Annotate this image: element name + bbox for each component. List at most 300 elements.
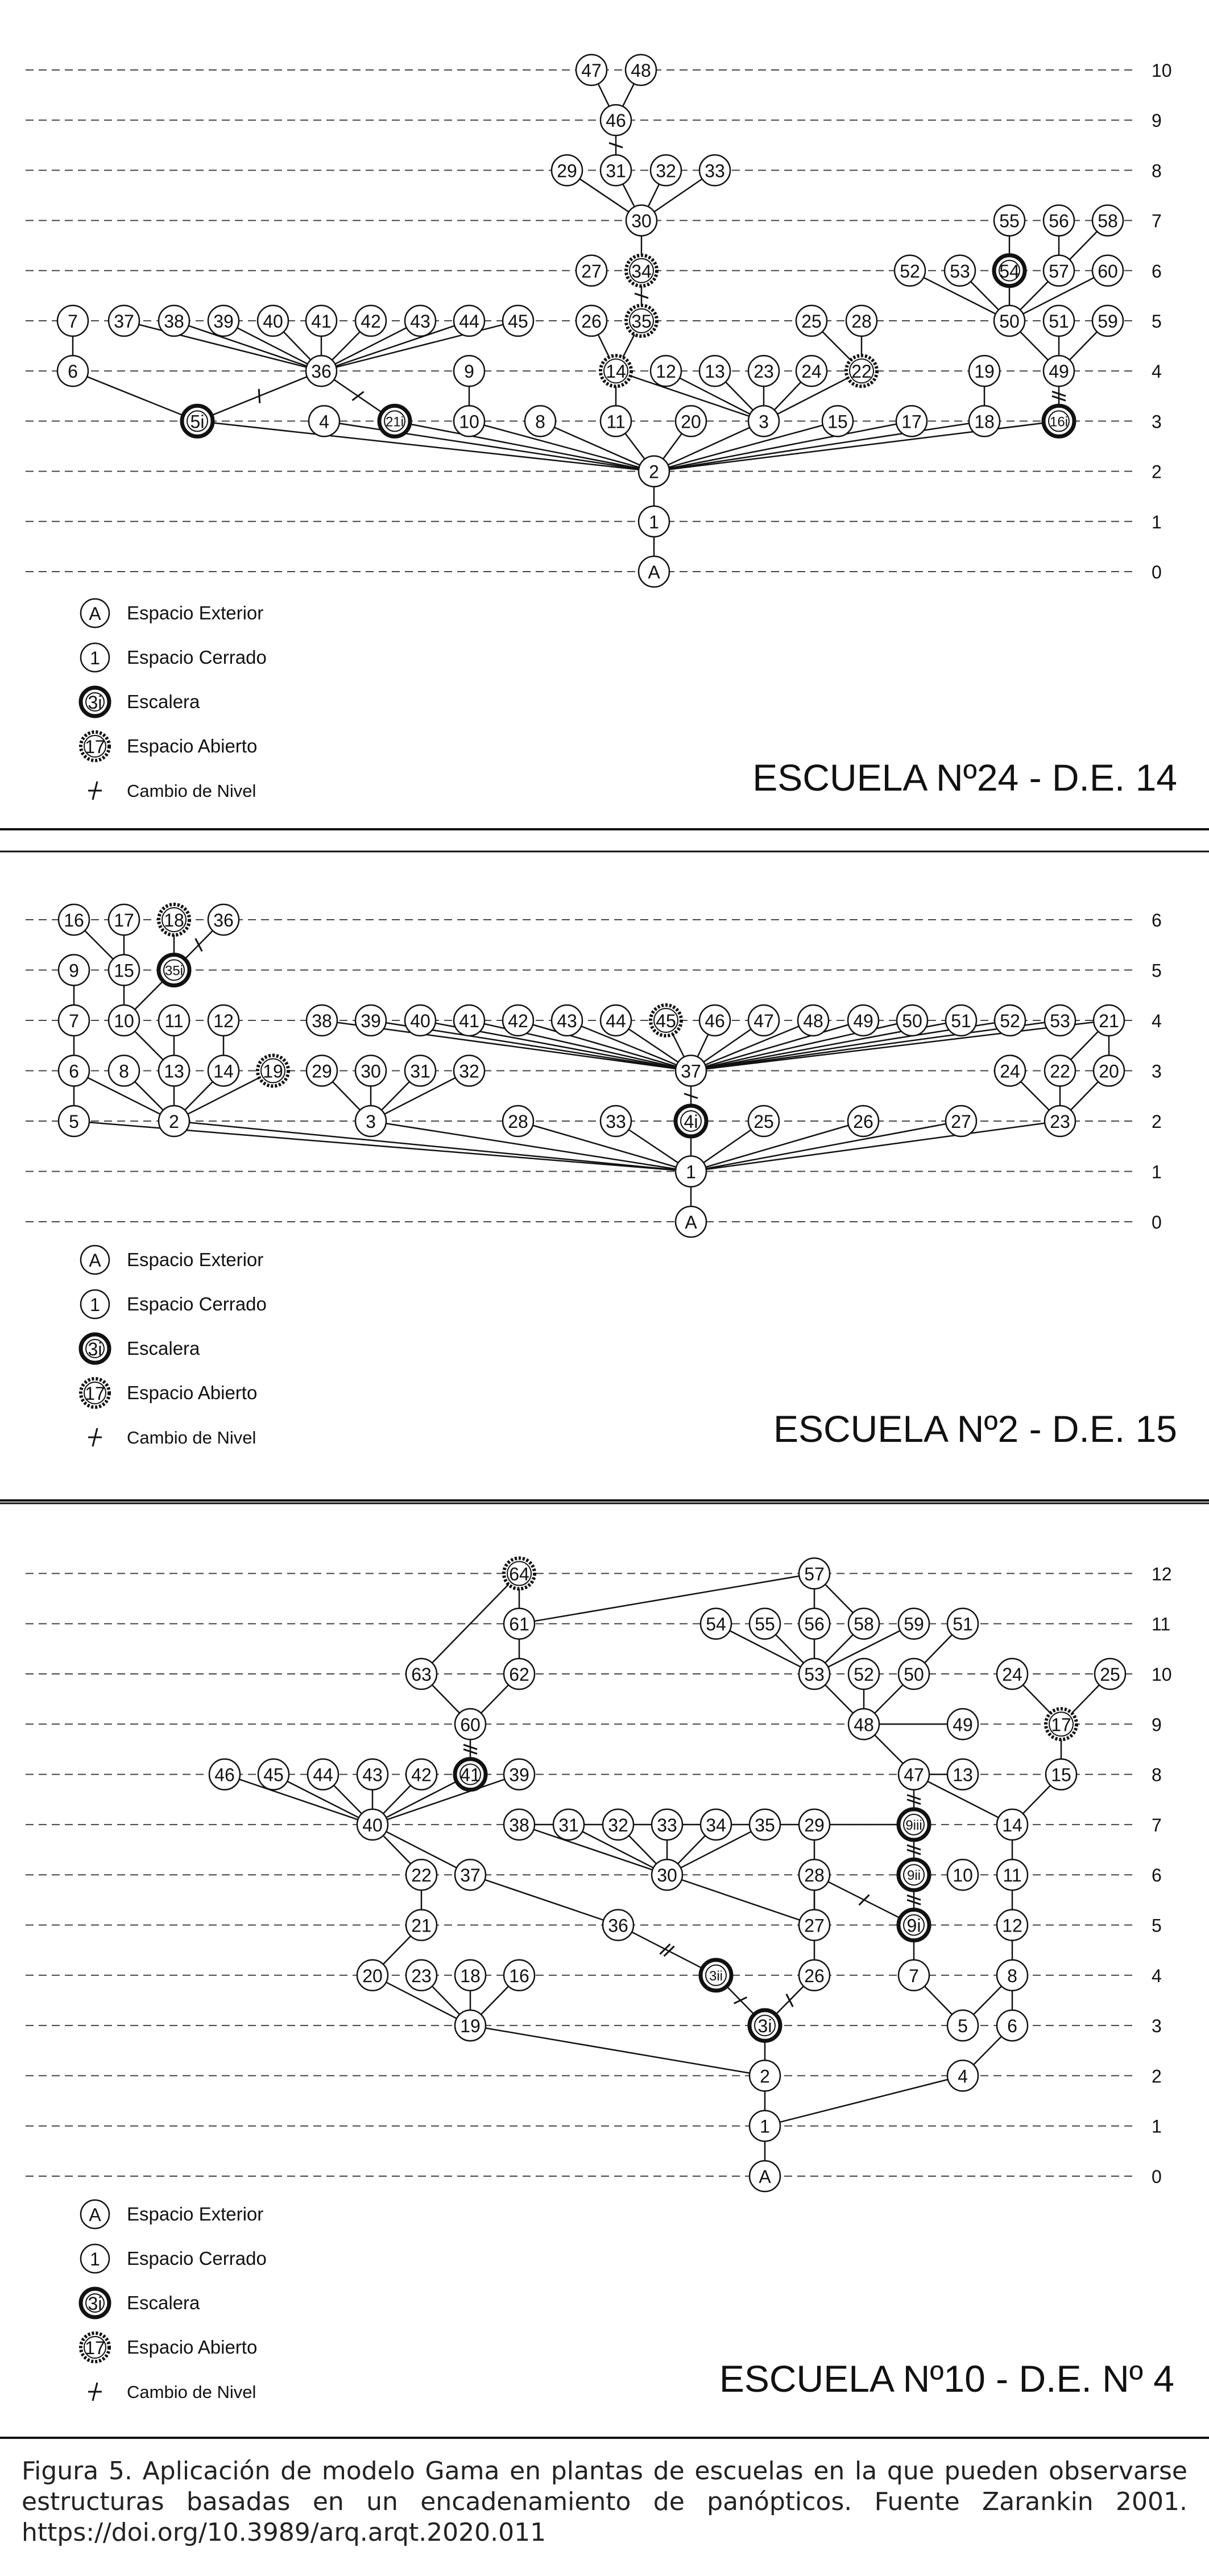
node-41 <box>454 1005 485 1036</box>
node-15 <box>822 406 853 436</box>
node-A-label: A <box>685 1212 697 1233</box>
node-44-label: 44 <box>459 311 479 332</box>
node-11 <box>601 406 631 436</box>
node-56 <box>799 1609 830 1639</box>
node-6-label: 6 <box>69 1061 79 1082</box>
node-A-label: A <box>648 562 660 582</box>
node-16-label: 16 <box>509 1965 529 1986</box>
node-21i <box>379 406 410 436</box>
node-56-label: 56 <box>1049 210 1069 231</box>
edge-36-44 <box>321 321 469 371</box>
node-64-label: 64 <box>509 1564 529 1585</box>
node-38 <box>504 1809 535 1840</box>
node-34-label: 34 <box>706 1814 726 1835</box>
level-number: 0 <box>1152 1212 1162 1233</box>
node-10 <box>947 1859 978 1890</box>
legend-closed-label: Espacio Cerrado <box>127 1293 267 1314</box>
node-13 <box>947 1759 978 1790</box>
node-26-label: 26 <box>581 311 602 332</box>
node-53 <box>799 1659 830 1689</box>
node-1 <box>639 506 669 537</box>
level-number: 2 <box>1152 2066 1162 2087</box>
node-19 <box>258 1056 288 1086</box>
node-27-label: 27 <box>581 261 602 282</box>
node-23 <box>748 355 779 386</box>
node-48 <box>848 1709 879 1739</box>
node-54 <box>994 255 1025 286</box>
node-29-label: 29 <box>804 1814 825 1835</box>
legend-stair-symbol <box>81 1334 109 1363</box>
node-A <box>750 2161 780 2192</box>
node-46 <box>601 105 631 135</box>
legend-closed-symbol-label: 1 <box>90 648 100 668</box>
node-48 <box>626 55 656 85</box>
node-32-label: 32 <box>608 1814 628 1835</box>
node-54-label: 54 <box>999 261 1020 282</box>
node-13-label: 13 <box>705 361 725 382</box>
node-17 <box>1046 1709 1076 1739</box>
node-49 <box>1044 355 1074 386</box>
node-14-label: 14 <box>213 1061 234 1082</box>
node-52 <box>848 1659 879 1689</box>
legend <box>81 1246 267 1448</box>
node-49-label: 49 <box>1049 361 1069 382</box>
node-35-label: 35 <box>755 1814 775 1835</box>
node-9i <box>899 1910 929 1941</box>
edge-35i-36-level-change-mark <box>196 938 202 952</box>
node-45 <box>258 1759 289 1790</box>
node-25 <box>796 305 827 336</box>
node-6 <box>997 2010 1028 2041</box>
level-number: 3 <box>1152 1061 1162 1082</box>
edge-1-27 <box>691 1121 961 1172</box>
node-51 <box>946 1005 976 1036</box>
node-25-label: 25 <box>753 1111 774 1132</box>
node-30-label: 30 <box>361 1061 381 1082</box>
node-38 <box>159 305 189 336</box>
node-4 <box>309 406 339 436</box>
node-53-label: 53 <box>1050 1011 1070 1031</box>
legend-exterior-symbol <box>81 2200 109 2228</box>
node-5-label: 5 <box>69 1111 79 1132</box>
node-34-label: 34 <box>631 261 652 282</box>
legend-exterior-symbol-label: A <box>89 2205 101 2225</box>
edge-28-9i-level-change-mark <box>859 1895 870 1905</box>
node-37-label: 37 <box>460 1865 481 1886</box>
legend-exterior-label: Espacio Exterior <box>127 602 264 623</box>
node-32 <box>454 1056 485 1086</box>
level-number: 1 <box>1152 511 1162 532</box>
edge-5i-6 <box>73 371 197 421</box>
node-26 <box>576 305 607 336</box>
node-10-label: 10 <box>953 1865 973 1886</box>
node-20 <box>357 1960 388 1991</box>
node-49 <box>848 1005 879 1036</box>
node-33 <box>699 155 730 185</box>
node-21 <box>406 1910 437 1941</box>
legend-exterior-label: Espacio Exterior <box>127 2203 264 2224</box>
node-31-label: 31 <box>410 1061 430 1082</box>
node-19 <box>455 2010 486 2041</box>
node-11-label: 11 <box>164 1011 184 1031</box>
node-50-label: 50 <box>902 1011 922 1031</box>
node-23-label: 23 <box>1050 1111 1070 1132</box>
node-28-label: 28 <box>508 1111 528 1132</box>
node-61 <box>504 1609 535 1639</box>
node-23 <box>406 1960 437 1991</box>
node-37-label: 37 <box>114 311 134 332</box>
node-33 <box>601 1106 631 1136</box>
node-1-label: 1 <box>649 511 659 532</box>
node-32-label: 32 <box>656 160 676 181</box>
legend-closed-symbol <box>81 1290 109 1318</box>
legend-closed-symbol-label: 1 <box>90 2249 100 2269</box>
node-35i <box>159 955 189 986</box>
node-37 <box>109 305 139 336</box>
node-63-label: 63 <box>411 1664 432 1685</box>
node-1 <box>750 2111 780 2141</box>
legend-closed-symbol-label: 1 <box>90 1295 100 1315</box>
level-number: 5 <box>1152 960 1162 981</box>
node-2 <box>159 1106 189 1136</box>
node-18 <box>455 1960 486 1991</box>
node-35-label: 35 <box>631 311 652 332</box>
node-44 <box>454 305 485 336</box>
node-12 <box>651 355 681 386</box>
node-40-label: 40 <box>410 1011 430 1031</box>
level-number: 8 <box>1152 160 1162 181</box>
node-43 <box>357 1759 388 1790</box>
node-23-label: 23 <box>411 1965 432 1986</box>
node-19-label: 19 <box>460 2016 481 2037</box>
node-57 <box>1044 255 1074 286</box>
node-29-label: 29 <box>557 160 577 181</box>
node-54-label: 54 <box>706 1614 726 1635</box>
node-8 <box>109 1056 139 1086</box>
node-7 <box>59 1005 89 1036</box>
node-21-label: 21 <box>411 1915 432 1936</box>
node-10 <box>109 1005 139 1036</box>
node-41 <box>455 1759 486 1790</box>
node-53-label: 53 <box>950 261 970 282</box>
node-46-label: 46 <box>606 110 626 131</box>
diagram-panel-2 <box>26 904 1177 1450</box>
node-35i-label: 35i <box>164 963 184 979</box>
node-12 <box>208 1005 239 1036</box>
node-8-label: 8 <box>535 411 545 432</box>
edge-27-30 <box>667 1875 814 1925</box>
edge-2-19 <box>470 2025 765 2075</box>
node-25-label: 25 <box>801 311 822 332</box>
legend-closed-symbol <box>81 643 109 672</box>
node-16i-label: 16i <box>1049 414 1069 430</box>
node-60 <box>1092 255 1123 286</box>
node-2-label: 2 <box>760 2066 770 2087</box>
legend-exterior-label: Espacio Exterior <box>127 1249 264 1270</box>
node-52 <box>995 1005 1025 1036</box>
node-9ii-label: 9ii <box>906 1868 921 1884</box>
node-17-label: 17 <box>901 411 922 432</box>
node-12 <box>997 1910 1028 1941</box>
node-13 <box>159 1056 189 1086</box>
node-8 <box>997 1960 1028 1991</box>
node-53 <box>1045 1005 1075 1036</box>
legend-stair-symbol <box>81 2289 109 2317</box>
node-3i-label: 3i <box>757 2016 772 2037</box>
node-19-label: 19 <box>974 361 995 382</box>
edge-36-38 <box>174 321 321 371</box>
node-26 <box>799 1960 830 1991</box>
node-7 <box>57 305 88 336</box>
node-18 <box>969 406 1000 436</box>
diagram-panel-3 <box>26 1558 1174 2402</box>
node-57-label: 57 <box>1049 261 1069 282</box>
node-51-label: 51 <box>1049 311 1069 332</box>
node-18-label: 18 <box>164 910 184 931</box>
node-39 <box>208 305 239 336</box>
level-number: 6 <box>1152 261 1162 282</box>
node-33-label: 33 <box>705 160 725 181</box>
node-23-label: 23 <box>753 361 774 382</box>
node-40 <box>405 1005 436 1036</box>
node-1-label: 1 <box>686 1161 696 1182</box>
node-47-label: 47 <box>753 1011 774 1031</box>
figure-caption: Figura 5. Aplicación de modelo Gama en plantas de escuelas en la que pueden observarse estructuras basadas en un encadenamiento de panópticos. Fuente Zarankin 2001. https://doi.org/10.3989/arq.arqt.2020.011 <box>22 2457 1187 2547</box>
node-40 <box>258 305 288 336</box>
node-33-label: 33 <box>606 1111 626 1132</box>
edge-38-30 <box>519 1825 667 1875</box>
node-2 <box>750 2060 780 2091</box>
node-41-label: 41 <box>459 1011 479 1031</box>
node-6-label: 6 <box>68 361 78 382</box>
node-42-label: 42 <box>508 1011 528 1031</box>
node-57 <box>799 1558 830 1589</box>
node-40-label: 40 <box>362 1814 383 1835</box>
node-15 <box>1046 1759 1076 1790</box>
node-62-label: 62 <box>509 1664 529 1685</box>
level-number: 10 <box>1152 60 1172 81</box>
node-36-label: 36 <box>311 361 332 382</box>
node-46-label: 46 <box>214 1764 235 1785</box>
node-64 <box>504 1558 535 1589</box>
node-9iii-label: 9iii <box>905 1817 922 1833</box>
node-19-label: 19 <box>263 1061 283 1082</box>
node-16 <box>59 904 89 935</box>
node-38-label: 38 <box>509 1814 529 1835</box>
node-52 <box>895 255 925 286</box>
legend-exterior-symbol <box>81 599 109 627</box>
node-49-label: 49 <box>853 1011 873 1031</box>
level-number: 3 <box>1152 411 1162 432</box>
node-47-label: 47 <box>581 60 602 81</box>
node-40-label: 40 <box>263 311 283 332</box>
node-5 <box>947 2010 978 2041</box>
legend-stair-label: Escalera <box>127 2292 200 2313</box>
node-14-label: 14 <box>1002 1814 1022 1835</box>
node-39-label: 39 <box>361 1011 381 1031</box>
node-55-label: 55 <box>999 210 1020 231</box>
legend-open-symbol-label: 17 <box>85 737 105 757</box>
node-13-label: 13 <box>953 1764 973 1785</box>
node-7-label: 7 <box>909 1965 919 1986</box>
node-50-label: 50 <box>904 1664 924 1685</box>
panel-title: ESCUELA Nº24 - D.E. 14 <box>752 756 1177 799</box>
node-30 <box>355 1056 386 1086</box>
node-59-label: 59 <box>904 1614 924 1635</box>
node-42 <box>406 1759 437 1790</box>
legend <box>81 2200 267 2402</box>
edge-36-37 <box>470 1875 618 1925</box>
node-39-label: 39 <box>213 311 234 332</box>
node-59-label: 59 <box>1098 311 1118 332</box>
node-28-label: 28 <box>851 311 872 332</box>
node-63 <box>406 1659 437 1689</box>
node-43 <box>405 305 436 336</box>
node-42 <box>355 305 386 336</box>
node-21i-label: 21i <box>385 414 404 430</box>
level-number: 6 <box>1152 1865 1162 1886</box>
node-41-label: 41 <box>311 311 332 332</box>
node-8-label: 8 <box>1007 1965 1017 1986</box>
level-number: 7 <box>1152 1814 1162 1835</box>
node-9iii <box>899 1809 929 1840</box>
node-43 <box>552 1005 582 1036</box>
node-22-label: 22 <box>1050 1061 1070 1082</box>
node-8-label: 8 <box>119 1061 129 1082</box>
node-4i-label: 4i <box>684 1111 698 1132</box>
edge-2-5i <box>197 421 654 471</box>
node-15-label: 15 <box>114 960 134 981</box>
node-27 <box>946 1106 976 1136</box>
level-number: 7 <box>1152 210 1162 231</box>
level-number: 2 <box>1152 1111 1162 1132</box>
panel-title: ESCUELA Nº2 - D.E. 15 <box>773 1408 1177 1450</box>
node-61-label: 61 <box>509 1614 529 1635</box>
node-12-label: 12 <box>656 361 676 382</box>
node-50 <box>897 1005 928 1036</box>
legend-stair-symbol-label: 3i <box>88 1339 102 1359</box>
node-46 <box>209 1759 240 1790</box>
node-57-label: 57 <box>804 1564 825 1585</box>
node-44 <box>601 1005 631 1036</box>
node-5-label: 5 <box>958 2016 968 2037</box>
level-number: 3 <box>1152 2016 1162 2037</box>
node-36 <box>208 904 239 935</box>
edge-3i-26-level-change-mark <box>786 1994 793 2007</box>
node-13 <box>699 355 730 386</box>
node-27 <box>799 1910 830 1941</box>
node-15-label: 15 <box>1051 1764 1071 1785</box>
node-45 <box>651 1005 681 1036</box>
node-12-label: 12 <box>213 1011 234 1031</box>
node-47-label: 47 <box>904 1764 924 1785</box>
node-28 <box>503 1106 533 1136</box>
node-27-label: 27 <box>951 1111 971 1132</box>
node-32 <box>603 1809 634 1840</box>
node-11 <box>159 1005 189 1036</box>
legend-closed-label: Espacio Cerrado <box>127 647 267 668</box>
node-47 <box>576 55 607 85</box>
node-51-label: 51 <box>953 1614 973 1635</box>
node-16 <box>504 1960 535 1991</box>
level-number: 9 <box>1152 110 1162 131</box>
node-4i <box>676 1106 706 1136</box>
node-11-label: 11 <box>1003 1865 1022 1886</box>
node-21 <box>1094 1005 1124 1036</box>
node-17-label: 17 <box>1051 1714 1071 1735</box>
node-11 <box>997 1859 1028 1890</box>
node-50 <box>899 1659 929 1689</box>
legend-exterior-symbol <box>81 1246 109 1274</box>
level-number: 11 <box>1152 1614 1171 1635</box>
node-26 <box>848 1106 879 1136</box>
node-28 <box>799 1859 830 1890</box>
node-22 <box>846 355 877 386</box>
node-14-label: 14 <box>606 361 626 382</box>
legend-stair-label: Escalera <box>127 1338 200 1359</box>
node-37 <box>676 1056 706 1086</box>
node-23 <box>1045 1106 1075 1136</box>
node-14 <box>997 1809 1028 1840</box>
node-47 <box>748 1005 779 1036</box>
node-5i-label: 5i <box>190 411 205 432</box>
node-45-label: 45 <box>656 1011 676 1031</box>
node-60-label: 60 <box>1098 261 1118 282</box>
node-46-label: 46 <box>705 1011 725 1031</box>
node-40 <box>357 1809 388 1840</box>
node-1-label: 1 <box>760 2116 770 2137</box>
level-number: 1 <box>1152 2116 1162 2137</box>
node-44-label: 44 <box>313 1764 333 1785</box>
node-36-label: 36 <box>213 910 234 931</box>
node-48 <box>798 1005 829 1036</box>
node-35 <box>626 305 657 336</box>
node-58-label: 58 <box>854 1614 874 1635</box>
level-number: 2 <box>1152 461 1162 482</box>
node-59 <box>899 1609 929 1639</box>
node-20 <box>676 406 706 436</box>
node-6 <box>57 355 88 386</box>
node-53 <box>945 255 975 286</box>
node-20 <box>1094 1056 1124 1086</box>
legend <box>81 599 267 801</box>
node-31-label: 31 <box>606 160 626 181</box>
level-number: 5 <box>1152 1915 1162 1936</box>
node-60-label: 60 <box>460 1714 481 1735</box>
node-41-label: 41 <box>460 1764 481 1785</box>
legend-open-label: Espacio Abierto <box>127 735 258 756</box>
node-18-label: 18 <box>974 411 995 432</box>
node-56-label: 56 <box>804 1614 825 1635</box>
node-7 <box>899 1960 929 1991</box>
legend-stair-symbol-label: 3i <box>88 2293 102 2314</box>
level-number: 6 <box>1152 910 1162 931</box>
node-31 <box>601 155 631 185</box>
node-4-label: 4 <box>319 411 329 432</box>
node-30 <box>652 1859 682 1890</box>
node-16-label: 16 <box>64 910 84 931</box>
node-38 <box>307 1005 337 1036</box>
node-9-label: 9 <box>464 361 474 382</box>
node-53-label: 53 <box>804 1664 825 1685</box>
node-24-label: 24 <box>1002 1664 1022 1685</box>
node-45-label: 45 <box>508 311 528 332</box>
node-49 <box>947 1709 978 1739</box>
node-36-label: 36 <box>608 1915 628 1936</box>
node-9i-label: 9i <box>906 1915 921 1936</box>
node-15-label: 15 <box>827 411 848 432</box>
edge-5i-36-level-change-mark <box>259 389 260 403</box>
